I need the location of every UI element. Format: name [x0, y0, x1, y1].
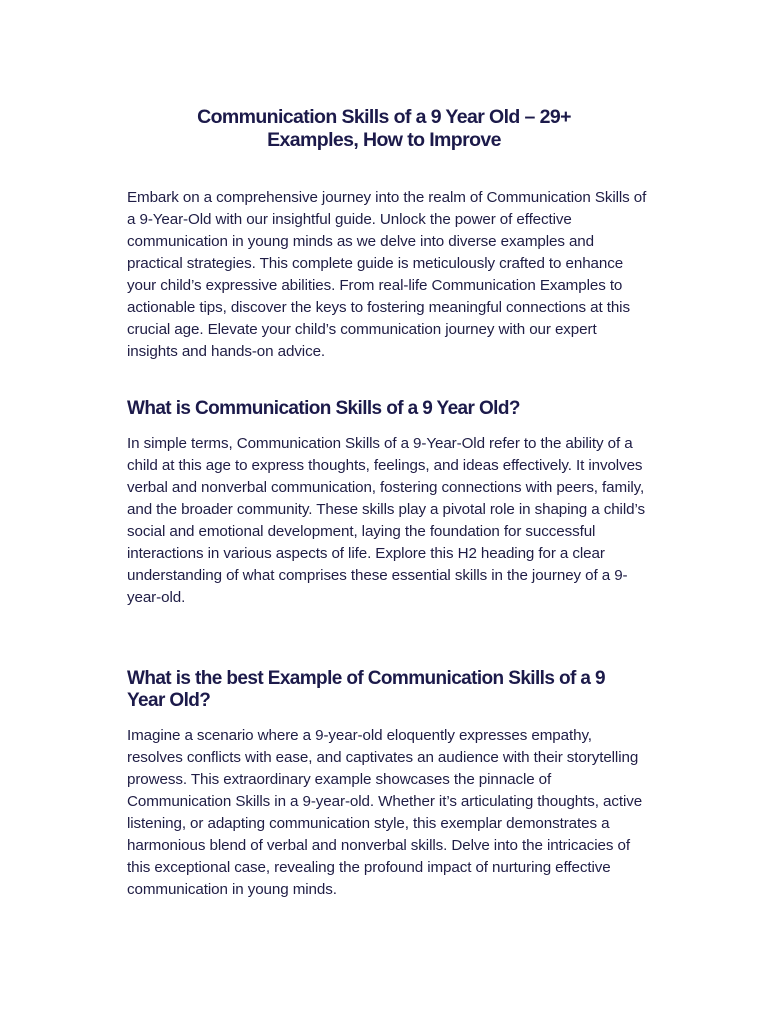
intro-paragraph: Embark on a comprehensive journey into the realm of Communication Skills of a 9-Year-Old with our insightful guide. Unlock the power of effective communication in young minds as we delve into diverse examples and practical strategies. This complete guide is meticulously crafted to enhance your child’s expressive abilities. From real-life Communication Examples to actionable tips, discover the keys to fostering meaningful connections at this crucial age. Elevate your child’s communication journey with our expert insights and hands-on advice. — [127, 189, 647, 360]
section-heading-what-is: What is Communication Skills of a 9 Year Old? — [127, 398, 520, 419]
section-body-what-is: In simple terms, Communication Skills of a 9-Year-Old refer to the ability of a child at this age to express thoughts, feelings, and ideas effectively. It involves verbal and nonverbal communication, fostering connections with peers, family, and the broader community. These skills play a pivotal role in shaping a child’s social and emotional development, laying the foundation for successful interactions in various aspects of life. Explore this H2 heading for a clear understanding of what comprises these essential skills in the journey of a 9-year-old. — [127, 435, 645, 606]
section-body-best-example: Imagine a scenario where a 9-year-old eloquently expresses empathy, resolves conflicts with ease, and captivates an audience with their storytelling prowess. This extraordinary example showcases the pinnacle of Communication Skills in a 9-year-old. Whether it’s articulating thoughts, active listening, or adapting communication style, this exemplar demonstrates a harmonious blend of verbal and nonverbal skills. Delve into the intricacies of this exceptional case, revealing the profound impact of nurturing effective communication in young minds. — [127, 727, 643, 898]
section-heading-best-example: What is the best Example of Communication Skills of a 9 Year Old? — [127, 668, 605, 711]
document-title: Communication Skills of a 9 Year Old – 29+ Examples, How to Improve — [197, 106, 571, 151]
